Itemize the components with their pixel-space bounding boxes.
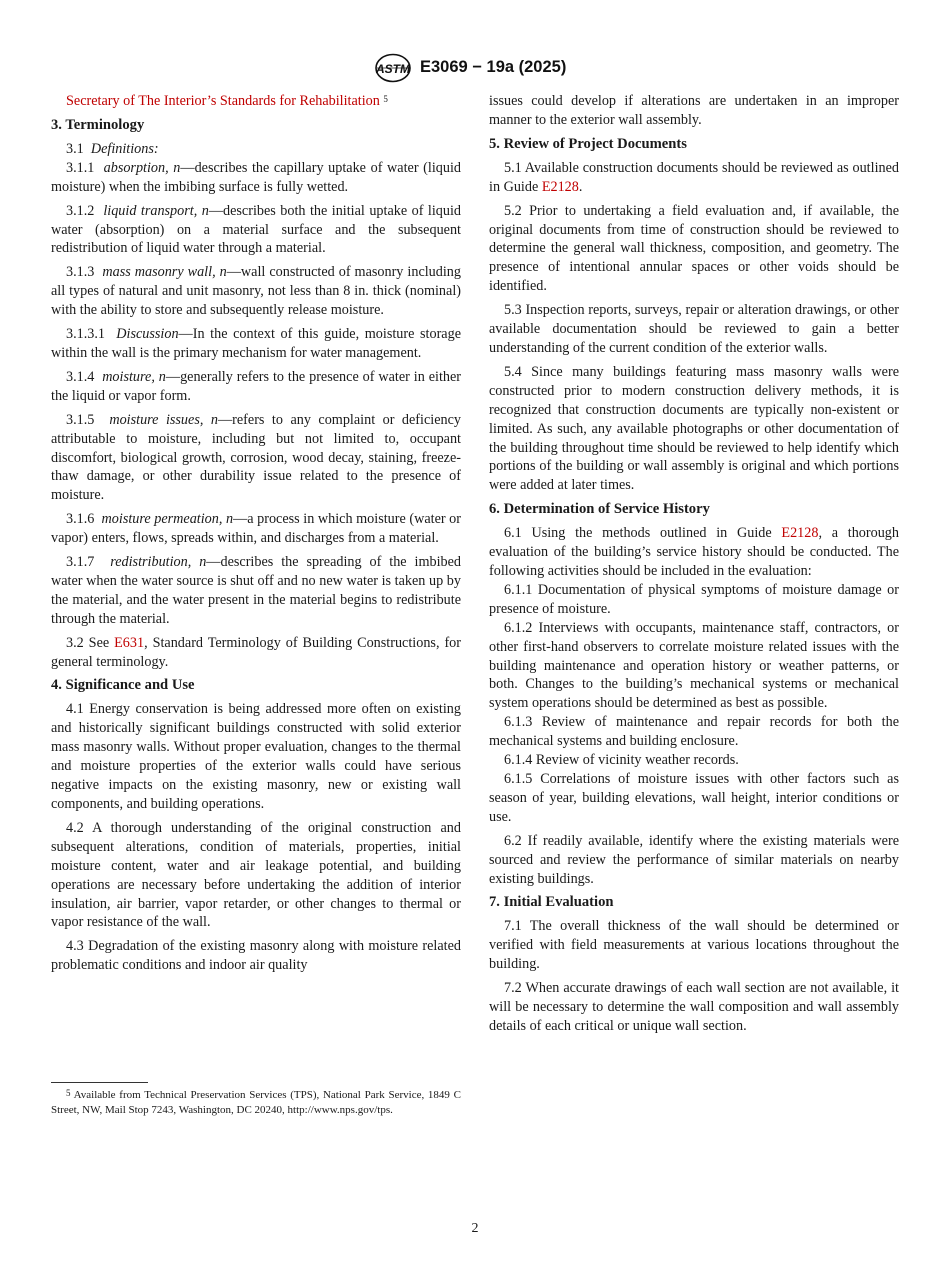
paragraph-5-2: 5.2 Prior to undertaking a field evaluation and, if available, the original documents from time of construction should be reviewed to determine the general wall thickness, composition, and geometry. The presence of intentional annular spaces or other voids should be identified. <box>489 202 899 295</box>
paragraph-6-1-5: 6.1.5 Correlations of moisture issues with other factors such as season of year, building elevations, wall height, interior conditions or use. <box>489 771 899 825</box>
paragraph-5-3: 5.3 Inspection reports, surveys, repair or alteration drawings, or other available documentation should be reviewed to gain a better understanding of the current condition of the exterior walls. <box>489 302 899 356</box>
page-number: 2 <box>471 1221 479 1236</box>
definition-3-1-7: 3.1.7 redistribution, n—describes the spreading of the imbibed water when the water source is shut off and no new water is taken up by the material, and the water present in the material begins to redistribute through the material. <box>51 554 461 627</box>
paragraph-4-3-continued: issues could develop if alterations are undertaken in an improper manner to the exterior wall assembly. <box>489 93 899 128</box>
footnote-marker[interactable]: 5 <box>383 94 388 104</box>
definition-3-1-6: 3.1.6 moisture permeation, n—a process in which moisture (water or vapor) enters, flows, spreads within, and discharges from a material. <box>51 511 461 547</box>
paragraph-5-1: 5.1 Available construction documents should be reviewed as outlined in Guide E2128. <box>489 159 899 195</box>
section-5-heading: 5. Review of Project Documents <box>489 135 687 152</box>
reference-link[interactable]: Secretary of The Interior’s Standards for Rehabilitation <box>66 93 380 109</box>
section-7-heading: 7. Initial Evaluation <box>489 894 614 911</box>
e2128-link[interactable]: E2128 <box>781 525 819 542</box>
definition-3-1: 3.1 Definitions: <box>66 140 159 157</box>
document-id: E3069 − 19a (2025) <box>420 58 567 76</box>
paragraph-6-1-3: 6.1.3 Review of maintenance and repair records for both the mechanical systems and building enclosure. <box>489 714 899 750</box>
definition-3-1-1: 3.1.1 absorption, n—describes the capillary uptake of water (liquid moisture) when the imbibing surface is fully wetted. <box>51 159 461 195</box>
reference-line <box>51 92 461 111</box>
paragraph-6-2: 6.2 If readily available, identify where the existing materials were sourced and review the performance of similar materials on nearby existing buildings. <box>489 832 899 887</box>
definition-3-1-2: 3.1.2 liquid transport, n—describes both the initial uptake of liquid water (absorption) on a material surface and the subsequent redistribution of liquid water through a material. <box>51 202 462 257</box>
page-header <box>0 53 950 87</box>
definition-3-1-4: 3.1.4 moisture, n—generally refers to the presence of water in either the liquid or vapor form. <box>51 368 462 404</box>
footnote-area <box>51 1082 461 1118</box>
paragraph-3-2: 3.2 See E631, Standard Terminology of Building Constructions, for general terminology. <box>51 634 461 670</box>
paragraph-7-1: 7.1 The overall thickness of the wall should be determined or verified with field measurements at various locations throughout the building. <box>489 918 899 973</box>
paragraph-4-2: 4.2 A thorough understanding of the original construction and subsequent alterations, condition of materials, properties, initial moisture content, water and air leakage potential, and building operations are necessary before undertaking the addition of interior insulation, air barrier, vapor retarder, or other changes to thermal or vapor resistance of the wall. <box>51 819 461 931</box>
section-3-heading: 3. Terminology <box>51 116 145 133</box>
paragraph-4-1: 4.1 Energy conservation is being addressed more often on existing and historically significant buildings constructed with solid exterior mass masonry walls. Without proper evaluation, changes to the thermal and moisture properties of the exterior walls could have serious negative impacts on the existing masonry, new or existing wall components, and building operations. <box>51 701 461 812</box>
paragraph-7-2: 7.2 When accurate drawings of each wall section are not available, it will be necessary to determine the wall composition and wall assembly details of each critical or unique wall section. <box>489 980 899 1034</box>
paragraph-6-1-2: 6.1.2 Interviews with occupants, maintenance staff, contractors, or other first-hand observers to correlate moisture related issues with the building maintenance and operation history or weather patterns, or both. Changes to the building’s mechanical systems or mechanical system operations should be determined as best as possible. <box>489 619 899 712</box>
definition-3-1-3: 3.1.3 mass masonry wall, n—wall constructed of masonry including all types of natural and unit masonry, not less than 8 in. thick (nominal) with the ability to store and subsequently release moisture. <box>51 264 461 319</box>
paragraph-5-4: 5.4 Since many buildings featuring mass masonry walls were constructed prior to modern construction delivery methods, it is recognized that construction documents are typically non-existent or limited. As such, any available photographs or other documentation of the building throughout time should be reviewed to help identify which portions of the building or wall assembly is original and which portions were added at later times. <box>489 363 899 494</box>
paragraph-6-1: 6.1 Using the methods outlined in Guide E2128, a thorough evaluation of the building’s service history should be conducted. The following activities should be included in the evaluation: <box>489 525 899 580</box>
discussion-3-1-3-1: 3.1.3.1 Discussion—In the context of this guide, moisture storage within the wall is the primary mechanism for water management. <box>51 326 461 361</box>
footnote-5: $^5$ Available from Technical Preservation Services (TPS), National Park Service, 1849 C Street, NW, Mail Stop 7243, Washington, DC 20240, http://www.nps.gov/tps. <box>51 1088 461 1116</box>
left-column <box>51 92 461 980</box>
section-6-heading: 6. Determination of Service History <box>489 501 710 518</box>
e631-link[interactable]: E631 <box>114 634 145 651</box>
astm-logo <box>373 53 413 83</box>
footnote-divider <box>51 1082 148 1083</box>
definition-3-1-5: 3.1.5 moisture issues, n—refers to any complaint or deficiency attributable to moisture, including but not limited to, occupant discomfort, biological growth, corrosion, wood decay, staining, freeze-thaw damage, or other durability issue related to the presence of moisture. <box>51 411 461 504</box>
paragraph-6-1-1: 6.1.1 Documentation of physical symptoms of moisture damage or presence of moisture. <box>489 581 899 617</box>
paragraph-6-1-4: 6.1.4 Review of vicinity weather records. <box>504 752 739 769</box>
section-4-heading: 4. Significance and Use <box>51 677 195 694</box>
astm-logo-text: ASTM <box>376 62 410 76</box>
right-column <box>489 92 899 1041</box>
e2128-link[interactable]: E2128 <box>541 178 579 195</box>
paragraph-4-3: 4.3 Degradation of the existing masonry along with moisture related problematic conditions and indoor air quality <box>51 938 461 974</box>
